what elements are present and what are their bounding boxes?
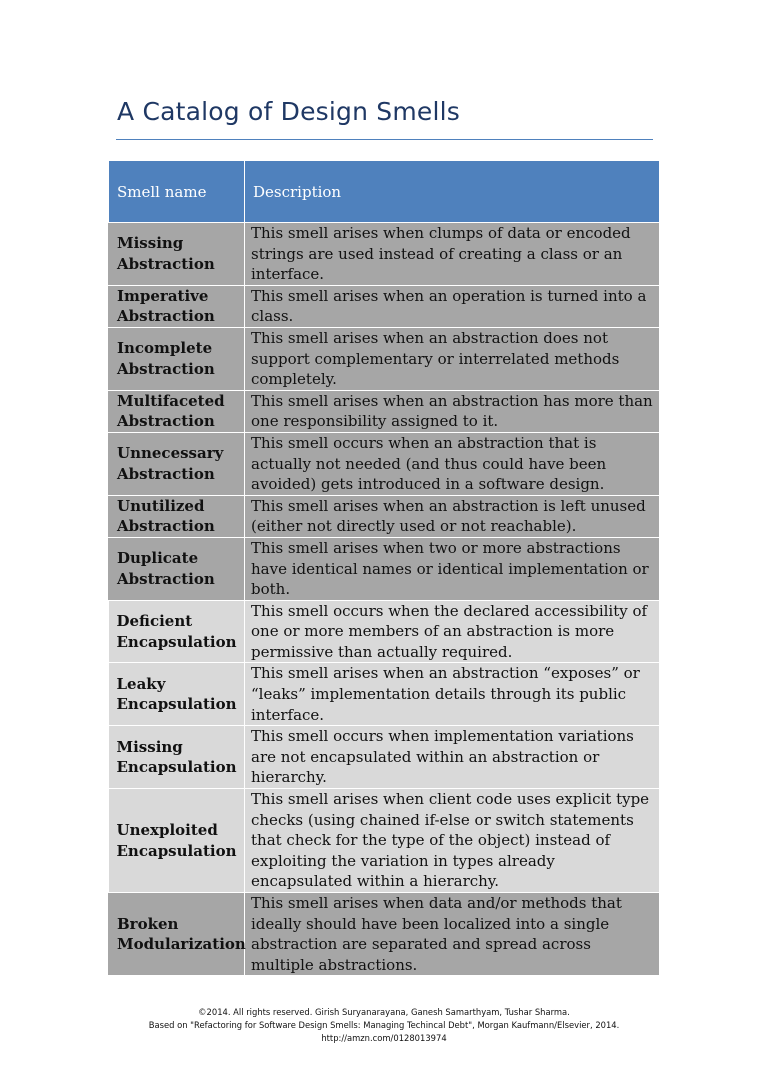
smell-description-cell: This smell arises when two or more abstractions have identical names or identical implementation or both. [245,537,660,600]
column-header-smell-name: Smell name [109,161,245,223]
smell-description-cell: This smell arises when an abstraction has more than one responsibility assigned to it. [245,390,660,432]
table-row [109,789,660,893]
table-row [109,893,660,976]
smell-description-cell: This smell arises when clumps of data or encoded strings are used instead of creating a class or an interface. [245,223,660,286]
table-row [109,390,660,432]
smell-description-cell: This smell arises when client code uses explicit type checks (using chained if-else or switch statements that check for the type of the object) instead of exploiting the variation in types already encapsulated within a hierarchy. [245,789,660,893]
table-row [109,726,660,789]
smell-name-cell: Missing Encapsulation [109,726,245,789]
copyright-footer [0,1006,768,1045]
smell-description-cell: This smell occurs when implementation variations are not encapsulated within an abstraction or hierarchy. [245,726,660,789]
smell-name-cell: Broken Modularization [109,893,245,976]
page-title: A Catalog of Design Smells [117,97,461,126]
column-header-description: Description [245,161,660,223]
table-row [109,285,660,327]
table-row [109,663,660,726]
table-row [109,432,660,495]
title-divider [116,139,653,140]
smell-name-cell: Missing Abstraction [109,223,245,286]
smell-table [108,160,660,976]
table-row [109,537,660,600]
footer-url-line: http://amzn.com/0128013974 [321,1033,447,1043]
smell-description-cell: This smell arises when an operation is turned into a class. [245,285,660,327]
smell-description-cell: This smell arises when an abstraction is left unused (either not directly used or not reachable). [245,495,660,537]
smell-description-cell: This smell occurs when an abstraction that is actually not needed (and thus could have been avoided) gets introduced in a software design. [245,432,660,495]
table-header-row [109,161,660,223]
smell-name-cell: Unexploited Encapsulation [109,789,245,893]
smell-name-cell: Multifaceted Abstraction [109,390,245,432]
table-row [109,495,660,537]
smell-name-cell: Imperative Abstraction [109,285,245,327]
smell-name-cell: Leaky Encapsulation [109,663,245,726]
smell-name-cell: Incomplete Abstraction [109,327,245,390]
smell-description-cell: This smell arises when an abstraction does not support complementary or interrelated methods completely. [245,327,660,390]
table-row [109,223,660,286]
smell-name-cell: Unnecessary Abstraction [109,432,245,495]
footer-citation-line: Based on "Refactoring for Software Design Smells: Managing Techincal Debt", Morgan Kaufmann/Elsevier, 2014. [148,1020,620,1030]
smell-description-cell: This smell arises when an abstraction “exposes” or “leaks” implementation details through its public interface. [245,663,660,726]
smell-description-cell: This smell occurs when the declared accessibility of one or more members of an abstraction is more permissive than actually required. [245,600,660,663]
smell-name-cell: Deficient Encapsulation [109,600,245,663]
smell-description-cell: This smell arises when data and/or methods that ideally should have been localized into a single abstraction are separated and spread across multiple abstractions. [245,893,660,976]
smell-name-cell: Unutilized Abstraction [109,495,245,537]
table-row [109,327,660,390]
table-row [109,600,660,663]
smell-name-cell: Duplicate Abstraction [109,537,245,600]
footer-copyright-line: ©2014. All rights reserved. Girish Suryanarayana, Ganesh Samarthyam, Tushar Sharma. [198,1007,570,1017]
